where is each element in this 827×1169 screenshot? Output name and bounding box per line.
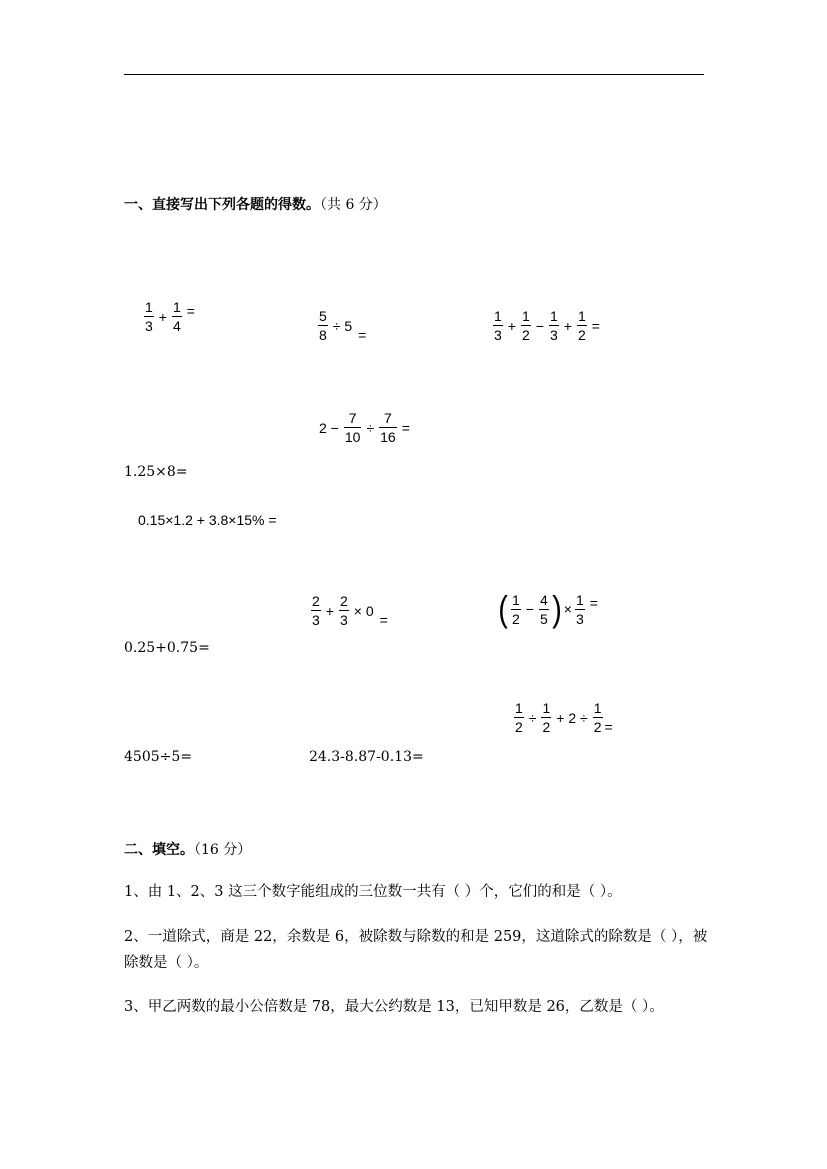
section-1-title: 一、直接写出下列各题的得数。 — [124, 197, 320, 213]
numerator: 1 — [512, 591, 520, 608]
numerator: 1 — [593, 700, 602, 716]
operator: + — [507, 317, 516, 334]
denominator: 3 — [339, 612, 348, 628]
fraction — [541, 701, 551, 734]
denominator: 4 — [172, 318, 181, 334]
operator: × 0 — [353, 602, 374, 619]
operator: × — [563, 601, 572, 617]
denominator: 16 — [380, 429, 396, 445]
denominator: 2 — [542, 719, 551, 735]
section-2-heading — [124, 839, 251, 859]
numerator: 1 — [172, 299, 181, 315]
denominator: 10 — [344, 429, 361, 445]
fraction — [514, 701, 524, 734]
problem-9: 0.25+0.75= — [124, 640, 210, 656]
denominator: 2 — [577, 327, 586, 343]
right-parenthesis: ) — [551, 588, 562, 629]
operator: + — [325, 602, 334, 619]
fraction — [539, 593, 549, 626]
numerator: 1 — [575, 591, 584, 608]
operator: ÷ — [528, 709, 537, 726]
fraction — [511, 593, 521, 626]
numerator: 5 — [319, 308, 327, 324]
fill-blank-item-1: 1、由 1、2、3 这三个数字能组成的三位数一共有（ ）个，它们的和是（ ）。 — [124, 884, 622, 900]
problem-10 — [512, 701, 613, 734]
fraction — [344, 411, 362, 444]
numerator: 4 — [539, 591, 548, 608]
problem-4 — [319, 411, 413, 444]
operator: 2 − — [319, 419, 339, 436]
left-parenthesis: ( — [498, 588, 508, 629]
section-1-heading — [124, 194, 387, 214]
problem-5: 1.25×8= — [124, 464, 188, 480]
problem-2 — [316, 309, 366, 342]
problem-6: 0.15×1.2 + 3.8×15% = — [138, 512, 277, 528]
numerator: 1 — [549, 308, 558, 324]
fraction — [311, 594, 321, 627]
numerator: 1 — [145, 299, 153, 315]
operator: − — [535, 317, 544, 334]
operator: + — [158, 308, 167, 325]
numerator: 7 — [384, 410, 392, 426]
section-1-points: （共 6 分） — [320, 197, 387, 213]
numerator: 1 — [577, 308, 586, 324]
numerator: 2 — [339, 593, 348, 609]
denominator: 3 — [575, 610, 584, 627]
fraction — [493, 309, 503, 342]
fraction — [593, 701, 603, 734]
equals-sign: = — [186, 302, 195, 319]
fraction — [549, 309, 559, 342]
equals-sign: = — [358, 326, 367, 343]
equals-sign: = — [589, 595, 598, 611]
problem-3 — [491, 309, 603, 342]
denominator: 2 — [521, 327, 530, 343]
denominator: 8 — [319, 327, 327, 343]
equals-sign: = — [591, 317, 600, 334]
denominator: 5 — [539, 610, 548, 627]
section-2-points: （16 分） — [194, 842, 252, 858]
numerator: 7 — [348, 410, 357, 426]
fraction — [339, 594, 349, 627]
operator: + — [563, 317, 572, 334]
numerator: 1 — [542, 700, 551, 716]
numerator: 1 — [515, 700, 523, 716]
fill-blank-item-3: 3、甲乙两数的最小公倍数是 78，最大公约数是 13，已知甲数是 26，乙数是（ ）。 — [124, 999, 664, 1015]
denominator: 3 — [549, 327, 558, 343]
fraction — [318, 309, 328, 342]
operator: + 2 ÷ — [556, 709, 588, 726]
equals-sign: = — [604, 718, 613, 735]
fraction — [577, 309, 587, 342]
numerator: 1 — [521, 308, 530, 324]
problem-7 — [309, 594, 388, 627]
problem-12: 24.3-8.87-0.13= — [309, 749, 424, 765]
fraction — [521, 309, 531, 342]
fraction — [144, 300, 154, 333]
header-rule — [124, 74, 704, 75]
denominator: 2 — [593, 719, 602, 735]
numerator: 1 — [494, 308, 502, 324]
denominator: 2 — [515, 719, 523, 735]
operator: ÷ — [366, 419, 375, 436]
operator: − — [525, 601, 534, 617]
denominator: 2 — [512, 610, 520, 627]
numerator: 2 — [312, 593, 320, 609]
problem-11: 4505÷5= — [124, 749, 192, 765]
section-2-title: 二、填空。 — [124, 842, 194, 858]
problem-1 — [142, 300, 198, 333]
fraction — [379, 411, 397, 444]
problem-8 — [497, 588, 601, 629]
equals-sign: = — [379, 611, 388, 628]
operator: ÷ 5 — [332, 317, 353, 334]
fill-blank-item-2: 2、一道除式，商是 22，余数是 6，被除数与除数的和是 259，这道除式的除数是（ ），被除数是（ ）。 — [124, 929, 708, 971]
denominator: 3 — [312, 612, 320, 628]
fraction — [172, 300, 182, 333]
equals-sign: = — [401, 419, 410, 436]
denominator: 3 — [145, 318, 153, 334]
denominator: 3 — [494, 327, 502, 343]
fraction — [575, 593, 585, 626]
